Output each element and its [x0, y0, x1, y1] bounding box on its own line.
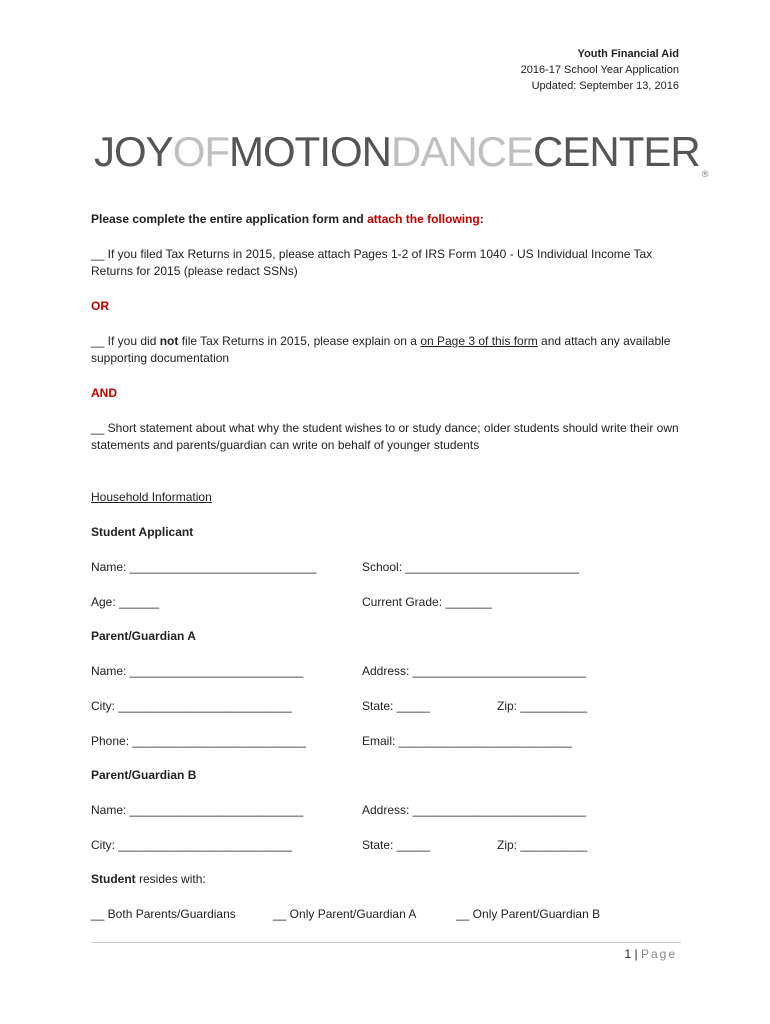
checklist-item-no-tax-returns: __ If you did not file Tax Returns in 2015, please explain on a on Page 3 of this form and attach any available supporting documentation [91, 334, 671, 365]
option-only-guardian-a[interactable]: __ Only Parent/Guardian A [273, 907, 417, 921]
page-3-link[interactable]: on Page 3 of this form [420, 334, 538, 348]
footer-divider [91, 942, 681, 943]
registered-mark: ® [701, 169, 708, 179]
intro-instruction: Please complete the entire application form and attach the following: [91, 212, 484, 226]
guardian-b-zip-field[interactable]: Zip: __________ [497, 838, 588, 852]
student-grade-field[interactable]: Current Grade: _______ [362, 595, 493, 609]
guardian-b-address-field[interactable]: Address: __________________________ [362, 803, 587, 817]
header-school-year: 2016-17 School Year Application [520, 64, 679, 76]
document-header [521, 46, 679, 94]
guardian-b-heading: Parent/Guardian B [91, 768, 197, 782]
resides-with-label: Student resides with: [91, 872, 206, 886]
option-both-guardians[interactable]: __ Both Parents/Guardians [91, 907, 236, 921]
header-updated-date: Updated: September 13, 2016 [531, 80, 679, 92]
guardian-b-city-field[interactable]: City: __________________________ [91, 838, 292, 852]
header-title: Youth Financial Aid [577, 48, 679, 60]
student-school-field[interactable]: School: __________________________ [362, 560, 579, 574]
student-age-field[interactable]: Age: ______ [91, 595, 160, 609]
student-name-field[interactable]: Name: ____________________________ [91, 560, 317, 574]
guardian-a-address-field[interactable]: Address: __________________________ [362, 664, 587, 678]
guardian-a-city-field[interactable]: City: __________________________ [91, 699, 292, 713]
guardian-a-state-field[interactable]: State: _____ [362, 699, 431, 713]
checklist-item-statement: __ Short statement about what why the student wishes to or study dance; older students should write their own statements and parents/guardian can write on behalf of younger students [91, 421, 679, 452]
student-applicant-heading: Student Applicant [91, 525, 194, 539]
or-separator: OR [91, 299, 109, 313]
joy-of-motion-logo: JOYOFMOTIONDANCECENTER ® [94, 128, 708, 179]
guardian-b-name-field[interactable]: Name: __________________________ [91, 803, 304, 817]
guardian-a-name-field[interactable]: Name: __________________________ [91, 664, 304, 678]
and-separator: AND [91, 386, 117, 400]
guardian-a-email-field[interactable]: Email: __________________________ [362, 734, 573, 748]
option-only-guardian-b[interactable]: __ Only Parent/Guardian B [456, 907, 601, 921]
page-number: 1 | Page [624, 947, 677, 961]
guardian-a-phone-field[interactable]: Phone: __________________________ [91, 734, 306, 748]
guardian-a-heading: Parent/Guardian A [91, 629, 196, 643]
checklist-item-tax-returns: __ If you filed Tax Returns in 2015, please attach Pages 1-2 of IRS Form 1040 - US Individual Income Tax Returns for 2015 (please redact SSNs) [91, 247, 653, 278]
household-information-title: Household Information [91, 490, 212, 504]
guardian-b-state-field[interactable]: State: _____ [362, 838, 431, 852]
guardian-a-zip-field[interactable]: Zip: __________ [497, 699, 588, 713]
